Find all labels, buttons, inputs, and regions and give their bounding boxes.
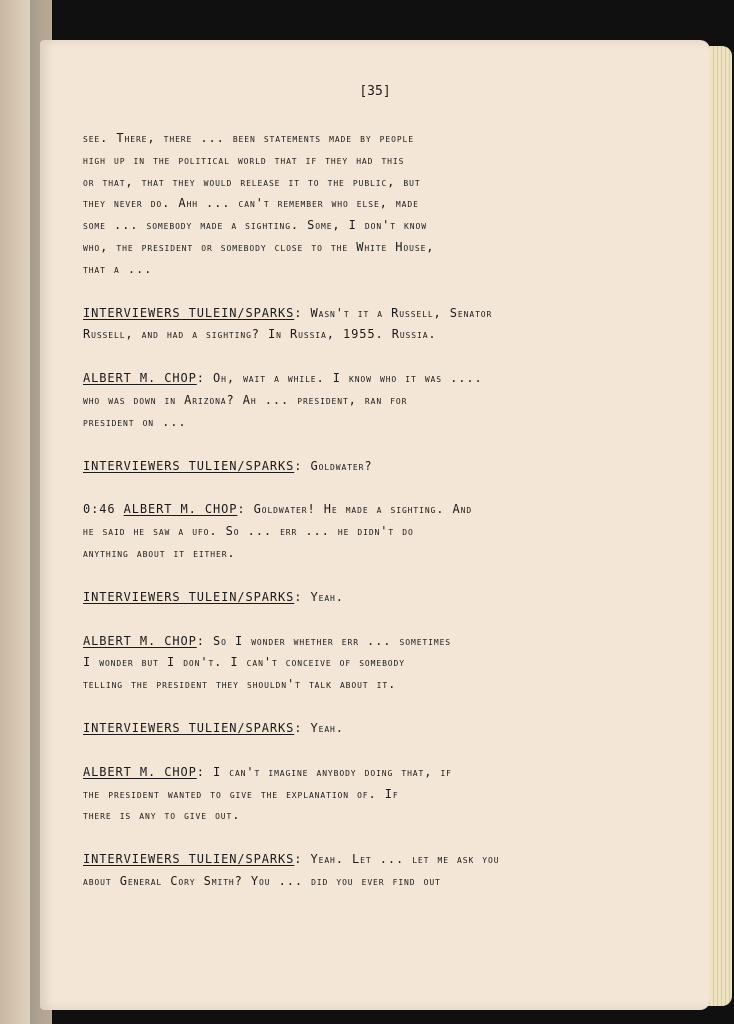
paragraph-text: Yeah. [310, 589, 344, 604]
speaker-separator: : [294, 305, 311, 320]
transcript-paragraph [83, 303, 603, 347]
speaker-name: ALBERT M. CHOP [123, 502, 238, 517]
page-number: [35] [359, 84, 391, 99]
speaker-separator: : [237, 502, 254, 517]
speaker-name: ALBERT M. CHOP [83, 633, 197, 648]
paragraph-text: Yeah. Let ... let me ask you about General Cory Smith? You ... did you ever find out [83, 852, 500, 888]
paragraph-text: I can't imagine anybody doing that, if the president wanted to give the explanation of. If there is any to give out. [83, 764, 452, 823]
transcript-paragraph [83, 368, 603, 433]
speaker-separator: : [294, 720, 311, 735]
speaker-name: INTERVIEWERS TULIEN/SPARKS [83, 852, 295, 867]
speaker-separator: : [294, 458, 311, 473]
transcript-paragraph [83, 499, 603, 564]
paragraph-text: see. There, there ... been statements made by people high up in the political world that if they had this or that, that they would release it to the public, but they never do. Ahh ... can't remember who else, made some ... somebody made a sighting. Some, I don't know who, the president or somebody close to the White House, that a ... [83, 131, 435, 276]
transcript-paragraph [83, 587, 603, 609]
speaker-separator: : [196, 371, 213, 386]
speaker-name: INTERVIEWERS TULIEN/SPARKS [83, 720, 295, 735]
transcript-paragraph [83, 631, 603, 696]
speaker-name: INTERVIEWERS TULEIN/SPARKS [83, 589, 295, 604]
transcript-paragraph [83, 456, 603, 478]
transcript-paragraph [83, 128, 603, 281]
timestamp: 0:46 [83, 502, 124, 517]
speaker-separator: : [196, 764, 213, 779]
transcript-paragraph [83, 849, 603, 893]
speaker-name: INTERVIEWERS TULIEN/SPARKS [83, 458, 295, 473]
transcript-body [83, 128, 603, 915]
speaker-name: ALBERT M. CHOP [83, 764, 197, 779]
paragraph-text: Goldwater? [310, 458, 373, 473]
speaker-name: ALBERT M. CHOP [83, 371, 197, 386]
paragraph-text: So I wonder whether err ... sometimes I wonder but I don't. I can't conceive of somebody telling the president they shouldn't talk about it. [83, 633, 451, 692]
paragraph-text: Goldwater! He made a sighting. And he said he saw a ufo. So ... err ... he didn't do anything about it either. [83, 502, 473, 560]
paragraph-text: Wasn't it a Russell, Senator Russell, and had a sighting? In Russia, 1955. Russia. [83, 305, 493, 342]
speaker-name: INTERVIEWERS TULEIN/SPARKS [83, 305, 295, 320]
speaker-separator: : [294, 589, 311, 604]
paragraph-text: Oh, wait a while. I know who it was .... who was down in Arizona? Ah ... president, ran for president on ... [83, 371, 483, 429]
speaker-separator: : [196, 633, 213, 648]
transcript-paragraph [83, 762, 603, 827]
document-page [40, 40, 710, 1010]
transcript-paragraph [83, 718, 603, 740]
speaker-separator: : [294, 852, 311, 867]
paragraph-text: Yeah. [310, 720, 344, 735]
